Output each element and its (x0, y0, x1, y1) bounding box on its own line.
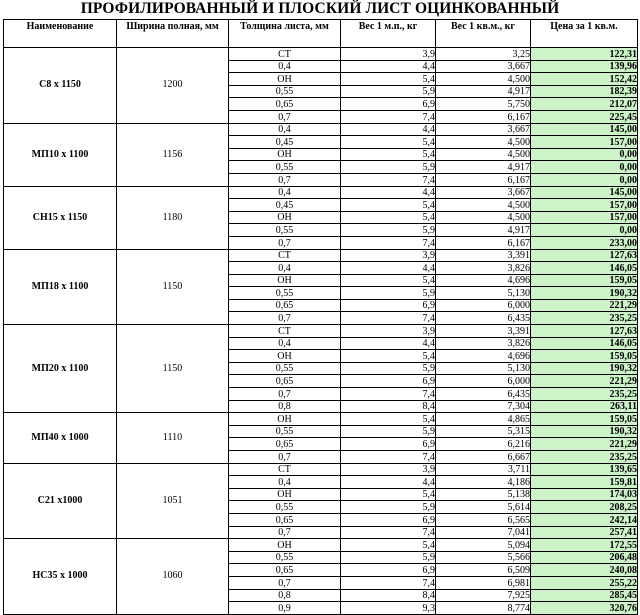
weight-per-sqm-cell: 5,138 (436, 488, 531, 501)
price-cell: 127,63 (531, 325, 638, 338)
weight-per-sqm-cell: 3,25 (436, 48, 531, 61)
product-width: 1156 (117, 123, 229, 186)
thickness-cell: 0,8 (229, 589, 341, 602)
thickness-cell: 0,4 (229, 60, 341, 73)
product-name: С8 х 1150 (4, 48, 117, 124)
weight-per-sqm-cell: 5,614 (436, 501, 531, 514)
thickness-cell: 0,4 (229, 262, 341, 275)
weight-per-sqm-cell: 6,435 (436, 388, 531, 401)
price-cell: 235,25 (531, 451, 638, 464)
weight-per-sqm-cell: 6,981 (436, 576, 531, 589)
price-cell: 235,25 (531, 312, 638, 325)
thickness-cell: ОН (229, 413, 341, 426)
thickness-cell: СТ (229, 325, 341, 338)
product-name: МП20 х 1100 (4, 325, 117, 413)
weight-per-sqm-cell: 6,167 (436, 110, 531, 123)
table-row (4, 325, 638, 338)
thickness-cell: 0,55 (229, 224, 341, 237)
price-cell: 122,31 (531, 48, 638, 61)
thickness-cell: 0,7 (229, 451, 341, 464)
weight-per-meter-cell: 3,9 (341, 249, 436, 262)
weight-per-meter-cell: 3,9 (341, 48, 436, 61)
thickness-cell: 0,7 (229, 388, 341, 401)
price-cell: 233,00 (531, 236, 638, 249)
price-cell: 225,45 (531, 110, 638, 123)
price-cell: 0,00 (531, 148, 638, 161)
weight-per-sqm-cell: 5,315 (436, 425, 531, 438)
price-cell: 159,05 (531, 274, 638, 287)
thickness-cell: 0,65 (229, 513, 341, 526)
price-cell: 182,39 (531, 85, 638, 98)
thickness-cell: СТ (229, 463, 341, 476)
weight-per-meter-cell: 4,4 (341, 262, 436, 275)
thickness-cell: ОН (229, 73, 341, 86)
price-cell: 242,14 (531, 513, 638, 526)
product-width: 1180 (117, 186, 229, 249)
weight-per-meter-cell: 5,9 (341, 85, 436, 98)
weight-per-sqm-cell: 4,696 (436, 350, 531, 363)
weight-per-meter-cell: 4,4 (341, 123, 436, 136)
thickness-cell: 0,7 (229, 576, 341, 589)
page-title: ПРОФИЛИРОВАННЫЙ И ПЛОСКИЙ ЛИСТ ОЦИНКОВАННЫЙ (80, 0, 560, 17)
price-cell: 221,29 (531, 375, 638, 388)
price-cell: 257,41 (531, 526, 638, 539)
weight-per-sqm-cell: 3,391 (436, 325, 531, 338)
weight-per-meter-cell: 9,3 (341, 602, 436, 615)
price-table (3, 19, 638, 615)
price-cell: 221,29 (531, 299, 638, 312)
product-name: НС35 х 1000 (4, 539, 117, 615)
thickness-cell: 0,4 (229, 337, 341, 350)
weight-per-sqm-cell: 4,500 (436, 199, 531, 212)
weight-per-meter-cell: 4,4 (341, 186, 436, 199)
header-weight-per-sqm: Вес 1 кв.м., кг (436, 20, 531, 48)
weight-per-meter-cell: 5,4 (341, 488, 436, 501)
price-cell: 139,96 (531, 60, 638, 73)
weight-per-meter-cell: 7,4 (341, 312, 436, 325)
weight-per-meter-cell: 8,4 (341, 589, 436, 602)
thickness-cell: ОН (229, 350, 341, 363)
weight-per-sqm-cell: 8,774 (436, 602, 531, 615)
weight-per-sqm-cell: 6,167 (436, 173, 531, 186)
thickness-cell: 0,45 (229, 199, 341, 212)
price-cell: 159,81 (531, 476, 638, 489)
weight-per-sqm-cell: 4,917 (436, 161, 531, 174)
weight-per-meter-cell: 3,9 (341, 463, 436, 476)
weight-per-sqm-cell: 5,130 (436, 287, 531, 300)
table-body (4, 48, 638, 615)
weight-per-sqm-cell: 4,865 (436, 413, 531, 426)
thickness-cell: 0,4 (229, 123, 341, 136)
price-cell: 174,03 (531, 488, 638, 501)
product-width: 1110 (117, 413, 229, 463)
weight-per-meter-cell: 5,9 (341, 287, 436, 300)
thickness-cell: 0,65 (229, 299, 341, 312)
weight-per-meter-cell: 5,4 (341, 73, 436, 86)
thickness-cell: 0,55 (229, 551, 341, 564)
product-width: 1051 (117, 463, 229, 539)
price-cell: 206,48 (531, 551, 638, 564)
weight-per-sqm-cell: 7,304 (436, 400, 531, 413)
thickness-cell: 0,65 (229, 564, 341, 577)
weight-per-meter-cell: 5,9 (341, 551, 436, 564)
product-name: МП10 х 1100 (4, 123, 117, 186)
weight-per-sqm-cell: 4,500 (436, 211, 531, 224)
price-cell: 255,22 (531, 576, 638, 589)
price-cell: 157,00 (531, 136, 638, 149)
weight-per-meter-cell: 4,4 (341, 337, 436, 350)
product-width: 1060 (117, 539, 229, 615)
weight-per-sqm-cell: 4,500 (436, 73, 531, 86)
weight-per-sqm-cell: 7,041 (436, 526, 531, 539)
price-cell: 320,76 (531, 602, 638, 615)
price-cell: 157,00 (531, 211, 638, 224)
weight-per-meter-cell: 6,9 (341, 375, 436, 388)
weight-per-meter-cell: 7,4 (341, 388, 436, 401)
price-cell: 0,00 (531, 224, 638, 237)
price-cell: 221,29 (531, 438, 638, 451)
price-cell: 208,25 (531, 501, 638, 514)
thickness-cell: 0,9 (229, 602, 341, 615)
product-width: 1200 (117, 48, 229, 124)
thickness-cell: 0,55 (229, 287, 341, 300)
weight-per-sqm-cell: 6,667 (436, 451, 531, 464)
thickness-cell: 0,55 (229, 362, 341, 375)
price-cell: 145,00 (531, 123, 638, 136)
product-name: СН15 х 1150 (4, 186, 117, 249)
weight-per-meter-cell: 6,9 (341, 98, 436, 111)
weight-per-meter-cell: 5,4 (341, 148, 436, 161)
thickness-cell: 0,65 (229, 438, 341, 451)
price-cell: 263,11 (531, 400, 638, 413)
weight-per-meter-cell: 6,9 (341, 513, 436, 526)
product-width: 1150 (117, 325, 229, 413)
thickness-cell: ОН (229, 539, 341, 552)
price-cell: 212,07 (531, 98, 638, 111)
product-width: 1150 (117, 249, 229, 325)
weight-per-meter-cell: 7,4 (341, 173, 436, 186)
price-cell: 190,32 (531, 425, 638, 438)
thickness-cell: 0,7 (229, 526, 341, 539)
thickness-cell: 0,65 (229, 98, 341, 111)
weight-per-meter-cell: 7,4 (341, 576, 436, 589)
weight-per-meter-cell: 8,4 (341, 400, 436, 413)
weight-per-meter-cell: 5,9 (341, 224, 436, 237)
price-cell: 145,00 (531, 186, 638, 199)
table-row (4, 123, 638, 136)
header-weight-per-meter: Вес 1 м.п., кг (341, 20, 436, 48)
weight-per-sqm-cell: 3,826 (436, 262, 531, 275)
product-name: МП40 х 1000 (4, 413, 117, 463)
thickness-cell: 0,55 (229, 425, 341, 438)
weight-per-meter-cell: 6,9 (341, 299, 436, 312)
weight-per-meter-cell: 5,9 (341, 501, 436, 514)
price-cell: 240,08 (531, 564, 638, 577)
weight-per-meter-cell: 5,4 (341, 211, 436, 224)
thickness-cell: СТ (229, 249, 341, 262)
weight-per-sqm-cell: 6,167 (436, 236, 531, 249)
weight-per-sqm-cell: 6,509 (436, 564, 531, 577)
weight-per-sqm-cell: 6,216 (436, 438, 531, 451)
thickness-cell: 0,65 (229, 375, 341, 388)
price-cell: 152,42 (531, 73, 638, 86)
weight-per-sqm-cell: 5,130 (436, 362, 531, 375)
weight-per-meter-cell: 5,4 (341, 136, 436, 149)
weight-per-meter-cell: 6,9 (341, 438, 436, 451)
header-thickness: Толщина листа, мм (229, 20, 341, 48)
thickness-cell: ОН (229, 274, 341, 287)
weight-per-sqm-cell: 7,925 (436, 589, 531, 602)
price-cell: 157,00 (531, 199, 638, 212)
weight-per-meter-cell: 5,9 (341, 425, 436, 438)
weight-per-meter-cell: 7,4 (341, 110, 436, 123)
thickness-cell: 0,45 (229, 136, 341, 149)
weight-per-meter-cell: 5,4 (341, 199, 436, 212)
weight-per-sqm-cell: 3,711 (436, 463, 531, 476)
weight-per-meter-cell: 7,4 (341, 451, 436, 464)
thickness-cell: ОН (229, 488, 341, 501)
thickness-cell: 0,55 (229, 85, 341, 98)
weight-per-sqm-cell: 6,000 (436, 375, 531, 388)
weight-per-sqm-cell: 3,391 (436, 249, 531, 262)
weight-per-sqm-cell: 6,000 (436, 299, 531, 312)
table-row (4, 413, 638, 426)
price-cell: 159,05 (531, 350, 638, 363)
price-cell: 127,63 (531, 249, 638, 262)
weight-per-meter-cell: 4,4 (341, 60, 436, 73)
weight-per-sqm-cell: 3,667 (436, 123, 531, 136)
header-width: Ширина полная, мм (117, 20, 229, 48)
price-cell: 146,05 (531, 262, 638, 275)
weight-per-sqm-cell: 3,826 (436, 337, 531, 350)
thickness-cell: 0,7 (229, 173, 341, 186)
weight-per-meter-cell: 5,9 (341, 161, 436, 174)
thickness-cell: 0,7 (229, 312, 341, 325)
weight-per-sqm-cell: 5,094 (436, 539, 531, 552)
weight-per-meter-cell: 5,4 (341, 539, 436, 552)
thickness-cell: 0,4 (229, 476, 341, 489)
thickness-cell: 0,8 (229, 400, 341, 413)
product-name: МП18 х 1100 (4, 249, 117, 325)
table-row (4, 249, 638, 262)
price-cell: 146,05 (531, 337, 638, 350)
weight-per-meter-cell: 4,4 (341, 476, 436, 489)
weight-per-meter-cell: 5,4 (341, 350, 436, 363)
weight-per-sqm-cell: 4,917 (436, 224, 531, 237)
weight-per-meter-cell: 5,9 (341, 362, 436, 375)
thickness-cell: СТ (229, 48, 341, 61)
thickness-cell: ОН (229, 211, 341, 224)
weight-per-meter-cell: 7,4 (341, 526, 436, 539)
weight-per-sqm-cell: 6,435 (436, 312, 531, 325)
weight-per-meter-cell: 6,9 (341, 564, 436, 577)
weight-per-sqm-cell: 4,500 (436, 148, 531, 161)
price-cell: 139,65 (531, 463, 638, 476)
price-cell: 235,25 (531, 388, 638, 401)
weight-per-sqm-cell: 6,565 (436, 513, 531, 526)
weight-per-sqm-cell: 3,667 (436, 60, 531, 73)
weight-per-sqm-cell: 4,696 (436, 274, 531, 287)
weight-per-meter-cell: 7,4 (341, 236, 436, 249)
header-name: Наименование (4, 20, 117, 48)
table-row (4, 186, 638, 199)
price-cell: 0,00 (531, 161, 638, 174)
table-row (4, 48, 638, 61)
table-row (4, 539, 638, 552)
weight-per-sqm-cell: 4,500 (436, 136, 531, 149)
thickness-cell: 0,55 (229, 161, 341, 174)
weight-per-meter-cell: 5,4 (341, 413, 436, 426)
table-header-row (4, 20, 638, 48)
weight-per-sqm-cell: 3,667 (436, 186, 531, 199)
weight-per-sqm-cell: 4,917 (436, 85, 531, 98)
weight-per-sqm-cell: 5,566 (436, 551, 531, 564)
thickness-cell: 0,7 (229, 110, 341, 123)
thickness-cell: ОН (229, 148, 341, 161)
price-cell: 172,55 (531, 539, 638, 552)
price-cell: 159,05 (531, 413, 638, 426)
header-price: Цена за 1 кв.м. (531, 20, 638, 48)
weight-per-meter-cell: 3,9 (341, 325, 436, 338)
price-cell: 0,00 (531, 173, 638, 186)
table-row (4, 463, 638, 476)
thickness-cell: 0,7 (229, 236, 341, 249)
price-cell: 285,45 (531, 589, 638, 602)
price-cell: 190,32 (531, 287, 638, 300)
weight-per-sqm-cell: 5,750 (436, 98, 531, 111)
thickness-cell: 0,55 (229, 501, 341, 514)
price-cell: 190,32 (531, 362, 638, 375)
thickness-cell: 0,4 (229, 186, 341, 199)
product-name: С21 х1000 (4, 463, 117, 539)
weight-per-meter-cell: 5,4 (341, 274, 436, 287)
weight-per-sqm-cell: 4,186 (436, 476, 531, 489)
